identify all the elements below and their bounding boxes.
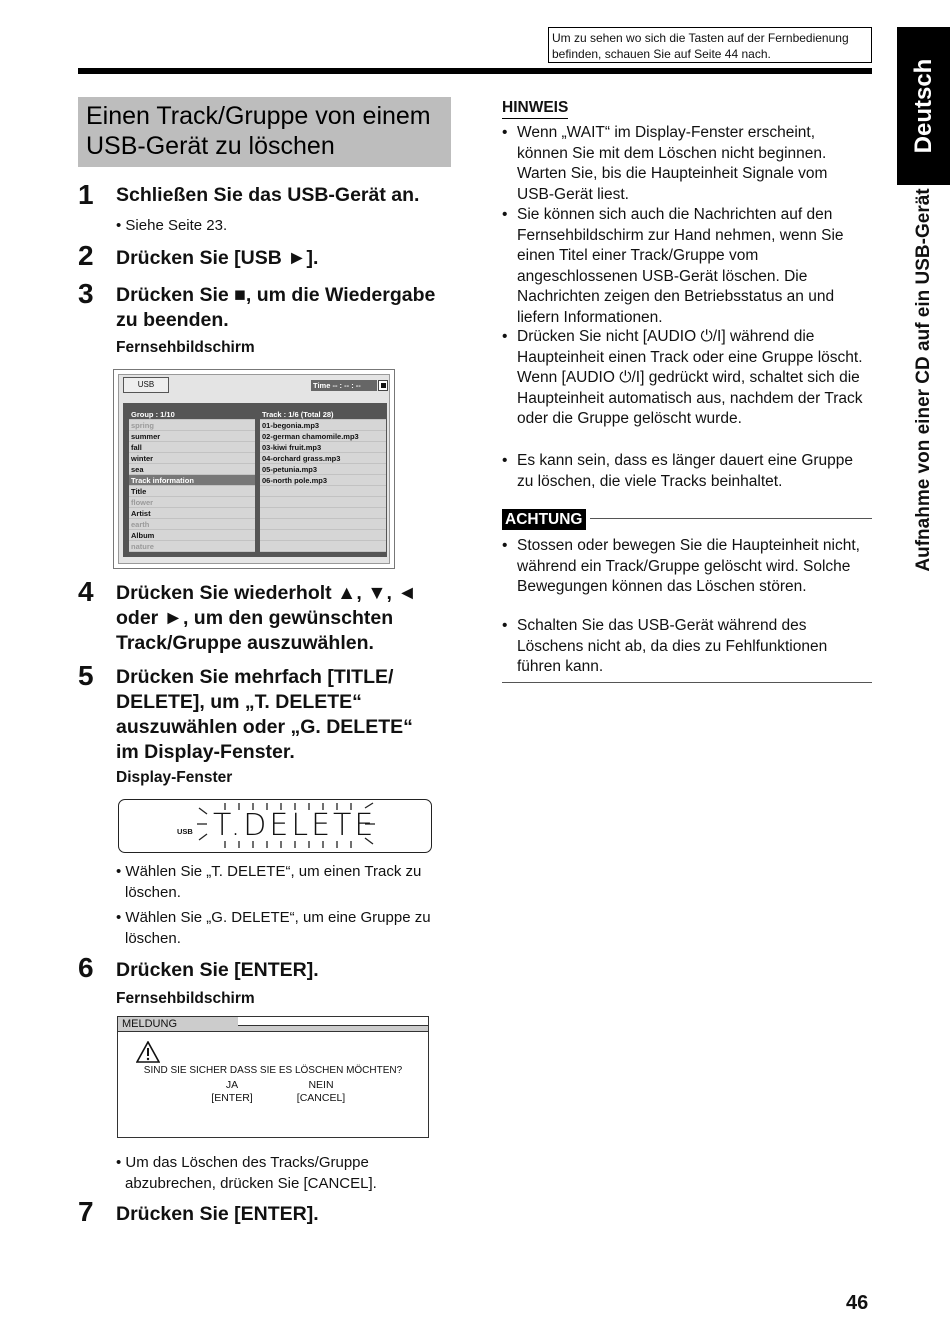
step-text: Drücken Sie mehrfach [TITLE/ DELETE], um „T. DELETE“ auszuwählen oder „G. DELETE“ im Display-Fenster.: [116, 666, 413, 763]
step-number: 2: [78, 240, 94, 271]
tv-time-display: Time -- : -- : --: [311, 380, 377, 391]
page-number: 46: [846, 1292, 869, 1314]
note-text: Wenn „WAIT“ im Display-Fenster erscheint, können Sie mit dem Löschen nicht beginnen. Warten Sie, bis die Haupteinheit Signale vom USB-Gerät liest.: [517, 124, 828, 203]
step-text: Drücken Sie wiederholt ▲, ▼, ◄ oder ►, um den gewünschten Track/Gruppe auszuwählen.: [116, 582, 417, 654]
list-item: Album: [129, 530, 255, 541]
display-window: [118, 799, 432, 853]
track-list-header: Track : 1/6 (Total 28): [260, 409, 386, 420]
step-number: 6: [78, 952, 94, 983]
list-item[interactable]: winter: [129, 453, 255, 464]
list-item: [260, 530, 386, 541]
message-question: SIND SIE SICHER DASS SIE ES LÖSCHEN MÖCHTEN?: [143, 1065, 403, 1076]
list-item[interactable]: 05-petunia.mp3: [260, 464, 386, 475]
stop-icon: [378, 380, 388, 391]
list-item[interactable]: 03-kiwi fruit.mp3: [260, 442, 386, 453]
step-bullet: • Wählen Sie „G. DELETE“, um eine Gruppe zu löschen.: [116, 909, 431, 947]
note-item: • Drücken Sie nicht [AUDIO ⏻/I] während die Haupteinheit einen Track oder eine Gruppe löscht. Wenn [AUDIO ⏻/I] gedrückt wird, schaltet sich die Haupteinheit automatisch aus, nachdem der Track oder die Gruppe gelöscht wurde.: [502, 328, 863, 427]
warning-icon: [136, 1041, 160, 1063]
list-item[interactable]: fall: [129, 442, 255, 453]
tv-source-label: USB: [123, 377, 169, 393]
step-number: 5: [78, 660, 94, 691]
message-dialog: [117, 1016, 429, 1138]
list-item[interactable]: 02-german chamomile.mp3: [260, 431, 386, 442]
cancel-option-key: [CANCEL]: [296, 1092, 346, 1104]
step-text: Drücken Sie [USB ►].: [116, 247, 319, 269]
tv-screen-label: Fernsehbildschirm: [116, 339, 255, 356]
list-item[interactable]: spring: [129, 420, 255, 431]
step-text: Drücken Sie [ENTER].: [116, 959, 319, 981]
list-item: Track information: [129, 475, 255, 486]
note-text: Es kann sein, dass es länger dauert eine Gruppe zu löschen, die viele Tracks beinhaltet.: [517, 452, 854, 490]
note-text: Sie können sich auch die Nachrichten auf den Fernsehbildschirm zur Hand nehmen, wenn Sie einen Titel einer Track/Gruppe vom angeschlossenen USB-Gerät löschen. Die Nachrichten zeigen den Betriebsstatus an und liefern Informationen.: [517, 206, 844, 326]
lcd-source-label: USB: [177, 827, 193, 836]
list-item: [260, 508, 386, 519]
chapter-label: Aufnahme von einer CD auf ein USB-Gerät: [912, 188, 934, 572]
remote-hint-box: Um zu sehen wo sich die Tasten auf der Fernbedienung befinden, schauen Sie auf Seite 44 nach.: [548, 27, 872, 63]
page-title: Einen Track/Gruppe von einem USB-Gerät zu löschen: [78, 97, 451, 167]
list-item[interactable]: 06-north pole.mp3: [260, 475, 386, 486]
tv-screen-label: Fernsehbildschirm: [116, 990, 255, 1007]
track-list: [260, 409, 386, 552]
caution-text: Stossen oder bewegen Sie die Haupteinheit nicht, während ein Track/Gruppe gelöscht wird. Solche Bewegungen können das Löschen stören.: [517, 537, 860, 595]
note-item: • Es kann sein, dass es länger dauert eine Gruppe zu löschen, die viele Tracks beinhaltet.: [502, 452, 854, 490]
step-note: • Siehe Seite 23.: [116, 217, 228, 234]
note-item: • Sie können sich auch die Nachrichten auf den Fernsehbildschirm zur Hand nehmen, wenn Sie einen Titel einer Track/Gruppe vom angeschlossenen USB-Gerät löschen. Die Nachrichten zeigen den Betriebsstatus an und liefern Informationen.: [502, 206, 844, 326]
step-text: Drücken Sie ■, um die Wiedergabe zu beenden.: [116, 284, 436, 331]
caution-item: • Stossen oder bewegen Sie die Haupteinheit nicht, während ein Track/Gruppe gelöscht wird. Solche Bewegungen können das Löschen stören.: [502, 537, 860, 595]
list-item[interactable]: 01-begonia.mp3: [260, 420, 386, 431]
language-tab: [897, 27, 950, 185]
caution-bottom-rule: [502, 682, 872, 683]
cancel-option-label: NEIN: [308, 1079, 334, 1091]
chapter-tab: [897, 190, 950, 570]
confirm-option-label: JA: [225, 1079, 239, 1091]
caution-text: Schalten Sie das USB-Gerät während des Löschens nicht ab, da dies zu Fehlfunktionen führen kann.: [517, 617, 828, 675]
group-list-header: Group : 1/10: [129, 409, 255, 420]
confirm-option-key: [ENTER]: [211, 1092, 253, 1104]
note-text: Drücken Sie nicht [AUDIO ⏻/I] während die Haupteinheit einen Track oder eine Gruppe löscht. Wenn [AUDIO ⏻/I] gedrückt wird, schaltet sich die Haupteinheit automatisch aus, nachdem der Track oder die Gruppe gelöscht wurde.: [517, 328, 863, 427]
step-number: 1: [78, 179, 94, 210]
step-number: 7: [78, 1196, 94, 1227]
tv-screen: [113, 369, 395, 569]
step-text: Schließen Sie das USB-Gerät an.: [116, 184, 420, 206]
tv-browser: [123, 403, 387, 557]
list-item: earth: [129, 519, 255, 530]
list-item: [260, 497, 386, 508]
caution-rule: [590, 518, 872, 519]
list-item: [260, 519, 386, 530]
lcd-text: T.DELETE: [213, 808, 377, 843]
list-item: [260, 486, 386, 497]
step-number: 4: [78, 576, 94, 607]
confirm-option[interactable]: [202, 1079, 262, 1105]
message-dialog-tab: MELDUNG: [118, 1017, 238, 1032]
list-item: flower: [129, 497, 255, 508]
list-item: nature: [129, 541, 255, 552]
step-bullet: • Um das Löschen des Tracks/Gruppe abzubrechen, drücken Sie [CANCEL].: [116, 1154, 377, 1192]
message-dialog-tab-bar: [238, 1025, 428, 1032]
cancel-option[interactable]: [291, 1079, 351, 1105]
top-rule: [78, 68, 872, 74]
notes-heading: HINWEIS: [502, 99, 568, 119]
tv-screen-panel: [118, 374, 390, 564]
list-item: Artist: [129, 508, 255, 519]
display-window-label: Display-Fenster: [116, 769, 233, 786]
step-text: Drücken Sie [ENTER].: [116, 1203, 319, 1225]
step-bullet: • Wählen Sie „T. DELETE“, um einen Track zu löschen.: [116, 863, 422, 901]
note-item: • Wenn „WAIT“ im Display-Fenster erscheint, können Sie mit dem Löschen nicht beginnen. Warten Sie, bis die Haupteinheit Signale vom USB-Gerät liest.: [502, 124, 828, 203]
caution-item: • Schalten Sie das USB-Gerät während des Löschens nicht ab, da dies zu Fehlfunktionen führen kann.: [502, 617, 828, 675]
list-item[interactable]: summer: [129, 431, 255, 442]
group-list: [129, 409, 255, 552]
list-item: [260, 541, 386, 552]
language-label: Deutsch: [909, 58, 937, 154]
list-item: Title: [129, 486, 255, 497]
caution-heading: ACHTUNG: [502, 509, 586, 530]
step-number: 3: [78, 278, 94, 309]
list-item[interactable]: sea: [129, 464, 255, 475]
list-item[interactable]: 04-orchard grass.mp3: [260, 453, 386, 464]
